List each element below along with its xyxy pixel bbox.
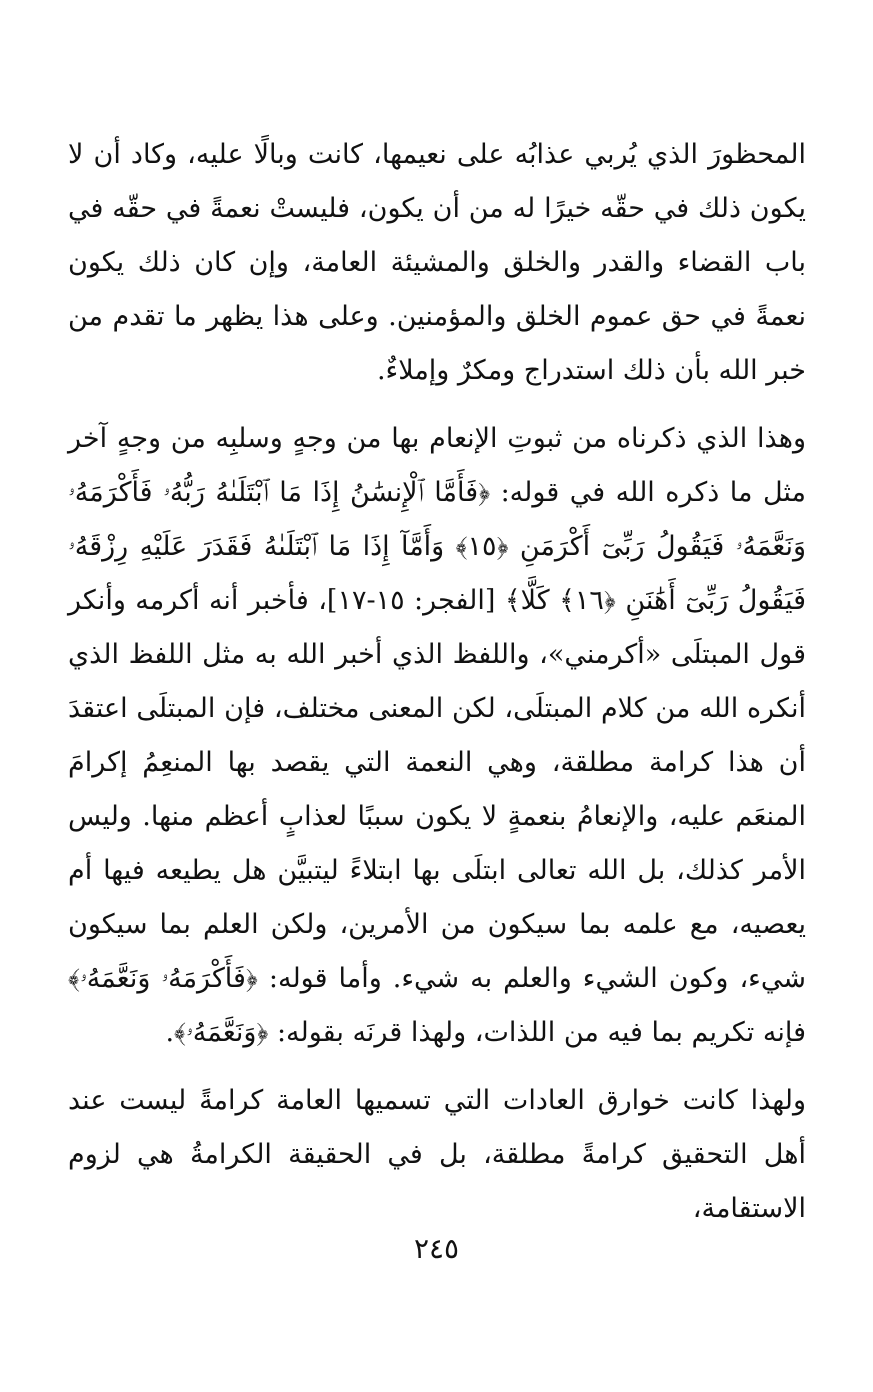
paragraph-2: وهذا الذي ذكرناه من ثبوتِ الإنعام بها من وجهٍ وسلبِه من وجهٍ آخر مثل ما ذكره الله في قوله: ﴿فَأَمَّا ٱلْإِنسَٰنُ إِذَا مَا ٱبْتَلَىٰهُ رَبُّهُۥ فَأَكْرَمَهُۥ وَنَعَّمَهُۥ فَيَقُولُ رَبِّىٓ أَكْرَمَنِ ﴿١٥﴾ وَأَمَّآ إِذَا مَا ٱبْتَلَىٰهُ فَقَدَرَ عَلَيْهِ رِزْقَهُۥ فَيَقُولُ رَبِّىٓ أَهَٰنَنِ ﴿١٦﴾ كَلَّا﴾ [الفجر: ١٥-١٧]، فأخبر أنه أكرمه وأنكر قول المبتلَى «أكرمني»، واللفظ الذي أخبر الله به مثل اللفظ الذي أنكره الله من كلام المبتلَى، لكن المعنى مختلف، فإن المبتلَى اعتقدَ أن هذا كرامة مطلقة، وهي النعمة التي يقصد بها المنعِمُ إكرامَ المنعَم عليه، والإنعامُ بنعمةٍ لا يكون سببًا لعذابٍ أعظم منها. وليس الأمر كذلك، بل الله تعالى ابتلَى بها ابتلاءً ليتبيَّن هل يطيعه فيها أم يعصيه، مع علمه بما سيكون من الأمرين، ولكن العلم بما سيكون شيء، وكون الشيء والعلم به شيء. وأما قوله: ﴿فَأَكْرَمَهُۥ وَنَعَّمَهُۥ﴾ فإنه تكريم بما فيه من اللذات، ولهذا قرنَه بقوله: ﴿وَنَعَّمَهُۥ﴾. (68, 423, 807, 1048)
paragraph-3: ولهذا كانت خوارق العادات التي تسميها العامة كرامةً ليست عند أهل التحقيق كرامةً مطلقة، بل في الحقيقة الكرامةُ هي لزوم الاستقامة، (68, 1085, 806, 1224)
paragraph-1: المحظورَ الذي يُربي عذابُه على نعيمها، كانت وبالًا عليه، وكاد أن لا يكون ذلك في حقّه خيرًا له من أن يكون، فليستْ نعمةً في حقّه في باب القضاء والقدر والخلق والمشيئة العامة، وإن كان ذلك يكون نعمةً في حق عموم الخلق والمؤمنين. وعلى هذا يظهر ما تقدم من خبر الله بأن ذلك استدراج ومكرٌ وإملاءٌ. (68, 139, 806, 386)
page-number: ٢٤٥ (413, 1232, 460, 1265)
page-body (68, 128, 806, 1236)
